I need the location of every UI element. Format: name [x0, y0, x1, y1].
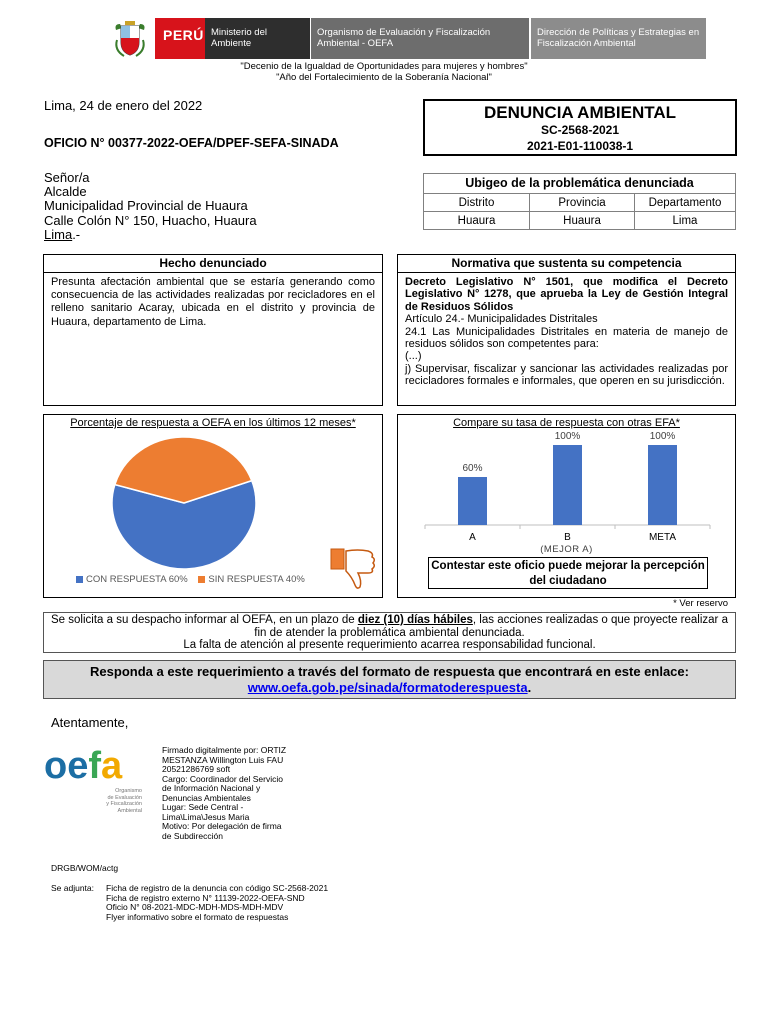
initials: DRGB/WOM/actg — [51, 863, 119, 873]
hecho-title: Hecho denunciado — [44, 255, 382, 273]
legend-label-sin: SIN RESPUESTA 40% — [208, 574, 305, 585]
bar-a — [458, 477, 487, 525]
bar-category-label: A — [469, 532, 476, 543]
normativa-item-j: j) Supervisar, fiscalizar y sancionar las actividades realizadas por recicladores formales e informales, que operen en su jurisdicción. — [405, 362, 728, 388]
denuncia-code: SC-2568-2021 — [540, 123, 620, 137]
oefa-logo-tagline — [100, 788, 142, 814]
bar-meta — [648, 445, 677, 525]
bar-data-label: 100% — [649, 431, 676, 442]
solicitud-post: , las acciones realizadas o que proyecte realizar a fin de atender la problemática ambiental denunciada. — [254, 614, 728, 639]
ubigeo-header-cell: Provincia — [530, 194, 635, 212]
ministerio-block: Ministerio del Ambiente — [205, 18, 310, 59]
solicitud-warning: La falta de atención al presente requerimiento acarrea responsabilidad funcional. — [183, 639, 596, 651]
responda-text: Responda a este requerimiento a través del formato de respuesta que encontrará en este enlace: — [90, 664, 689, 679]
oefa-logo-word: oefa — [44, 745, 123, 784]
decenio-line: "Decenio de la Igualdad de Oportunidades para mujeres y hombres" — [240, 61, 528, 72]
ubigeo-value-cell: Huaura — [530, 212, 635, 230]
normativa-paragraph: 24.1 Las Municipalidades Distritales en materia de manejo de residuos sólidos son competentes para: — [405, 325, 728, 351]
legend-swatch-con — [76, 576, 83, 583]
pie-chart-title-text: Porcentaje de respuesta a OEFA en los últimos 12 meses* — [70, 417, 356, 429]
signature-line: Lima\Lima\Jesus Maria — [162, 811, 250, 822]
peru-coat-of-arms-icon — [112, 20, 148, 58]
solicitud-plazo: diez (10) días hábiles — [357, 614, 473, 626]
recipient-city-line — [44, 228, 257, 242]
ubigeo-value-cell: Huaura — [424, 212, 530, 230]
signature-line: Motivo: Por delegación de firma — [162, 821, 282, 831]
callout-box: Contestar este oficio puede mejorar la percepción del ciudadano — [428, 557, 708, 589]
denuncia-title: DENUNCIA AMBIENTAL — [483, 103, 677, 122]
logo-tagline-line: Organismo — [115, 788, 142, 794]
ubigeo-section — [423, 173, 736, 230]
oefa-logo — [44, 744, 144, 814]
ubigeo-value-cell: Lima — [635, 212, 736, 230]
attachments-label: Se adjunta: — [51, 883, 95, 893]
logo-tagline-line: y Fiscalización — [106, 801, 142, 807]
recipient-salutation: Señor/a — [44, 170, 90, 185]
recipient-institution: Municipalidad Provincial de Huaura — [44, 198, 248, 214]
recipient-role: Alcalde — [44, 184, 87, 200]
bar-data-label: 100% — [554, 431, 581, 442]
solicitud-pre: Se solicita a su despacho informar al OEFA, en un plazo de — [51, 614, 358, 626]
attachment-item: Ficha de registro de la denuncia con código SC-2568-2021 — [106, 883, 329, 893]
signature-line: Cargo: Coordinador del Servicio — [162, 773, 283, 784]
direccion-block: Dirección de Políticas y Estrategias en Fiscalización Ambiental — [531, 18, 706, 59]
bar-chart — [398, 415, 735, 560]
ver-reservo-note: * Ver reservo — [673, 598, 728, 609]
solicitud-box — [43, 612, 736, 653]
responda-box — [43, 660, 736, 699]
thumbs-down-icon — [330, 547, 378, 591]
signature-line: MESTANZA Willington Luis FAU — [162, 754, 284, 765]
ubigeo-table — [423, 193, 736, 230]
pie-chart-section — [43, 414, 383, 598]
signature-line: 20521286769 soft — [162, 764, 231, 774]
bar-category-label: META — [648, 532, 677, 543]
closing-greeting: Atentamente, — [51, 715, 129, 730]
ubigeo-value-row — [424, 212, 736, 230]
hecho-section — [43, 254, 383, 406]
signature-line: Lugar: Sede Central - — [162, 802, 244, 812]
bar-chart-section — [397, 414, 736, 598]
normativa-article: Artículo 24.- Municipalidades Distritales — [405, 313, 598, 326]
legend-swatch-sin — [198, 576, 205, 583]
recipient-block — [44, 171, 257, 242]
normativa-body — [398, 273, 735, 388]
pie-chart — [104, 431, 264, 575]
signature-line: de Información Nacional y — [162, 783, 261, 793]
normativa-decreto: Decreto Legislativo N° 1501, que modifica el Decreto Legislativo N° 1278, que aprueba la Ley de Gestión Integral de Residuos Sólidos — [405, 276, 728, 313]
peru-brand-block: PERÚ — [155, 18, 205, 59]
pie-legend — [76, 574, 305, 585]
response-form-link[interactable]: www.oefa.gob.pe/sinada/formatoderespuesta — [247, 680, 528, 695]
bar-category-label: B — [564, 532, 571, 543]
recipient-address: Calle Colón N° 150, Huacho, Huaura — [44, 212, 257, 228]
signature-line: Firmado digitalmente por: ORTIZ — [162, 745, 287, 755]
ubigeo-header-row — [424, 194, 736, 212]
signature-line: de Subdirección — [162, 830, 223, 841]
oefa-logo-mark — [44, 744, 144, 784]
attachment-item: Oficio N° 08-2021-MDC-MDH-MDS-MDH-MDV — [106, 902, 284, 912]
recipient-city-suffix: .- — [72, 226, 81, 242]
bar-data-label: 60% — [462, 463, 483, 474]
logo-tagline-line: de Evaluación — [107, 794, 142, 801]
ubigeo-header-cell: Distrito — [424, 194, 530, 212]
normativa-ellipsis: (...) — [405, 350, 422, 363]
bar-b — [553, 445, 582, 525]
date-line: Lima, 24 de enero del 2022 — [44, 98, 203, 113]
attachments-list — [106, 884, 328, 922]
responda-link-line — [44, 680, 735, 696]
year-name-line: "Año del Fortalecimiento de la Soberanía Nacional" — [276, 72, 492, 83]
denuncia-box — [423, 99, 737, 156]
attachment-item: Flyer informativo sobre el formato de respuestas — [106, 911, 289, 922]
signature-line: Denuncias Ambientales — [162, 792, 251, 803]
normativa-title: Normativa que sustenta su competencia — [398, 255, 735, 273]
normativa-section — [397, 254, 736, 406]
bar-chart-xlabel: (MEJOR A) — [540, 544, 593, 555]
digital-signature — [162, 746, 286, 841]
attachment-item: Ficha de registro externo N° 11139-2022-OEFA-SND — [106, 892, 305, 903]
hecho-text: Presunta afectación ambiental que se estaría generando como consecuencia de las actividades realizadas por recicladores en el relleno sanitario Acaray, ubicada en el distrito y provincia de Huaura, departamento de Lima. — [51, 276, 375, 328]
solicitud-text — [50, 614, 729, 639]
responda-dot: . — [527, 680, 532, 695]
logo-tagline-line: Ambiental — [117, 807, 142, 814]
ubigeo-title: Ubigeo de la problemática denunciada — [423, 173, 736, 193]
organismo-block: Organismo de Evaluación y Fiscalización Ambiental - OEFA — [311, 18, 529, 59]
bar-chart-title-text: Compare su tasa de respuesta con otras EFA* — [453, 417, 680, 429]
pie-chart-title — [44, 417, 382, 429]
oficio-number: OFICIO N° 00377-2022-OEFA/DPEF-SEFA-SINADA — [44, 136, 339, 150]
recipient-city: Lima — [44, 226, 73, 242]
denuncia-expediente: 2021-E01-110038-1 — [526, 139, 634, 153]
ubigeo-header-cell: Departamento — [635, 194, 736, 212]
legend-label-con: CON RESPUESTA 60% — [86, 574, 188, 585]
